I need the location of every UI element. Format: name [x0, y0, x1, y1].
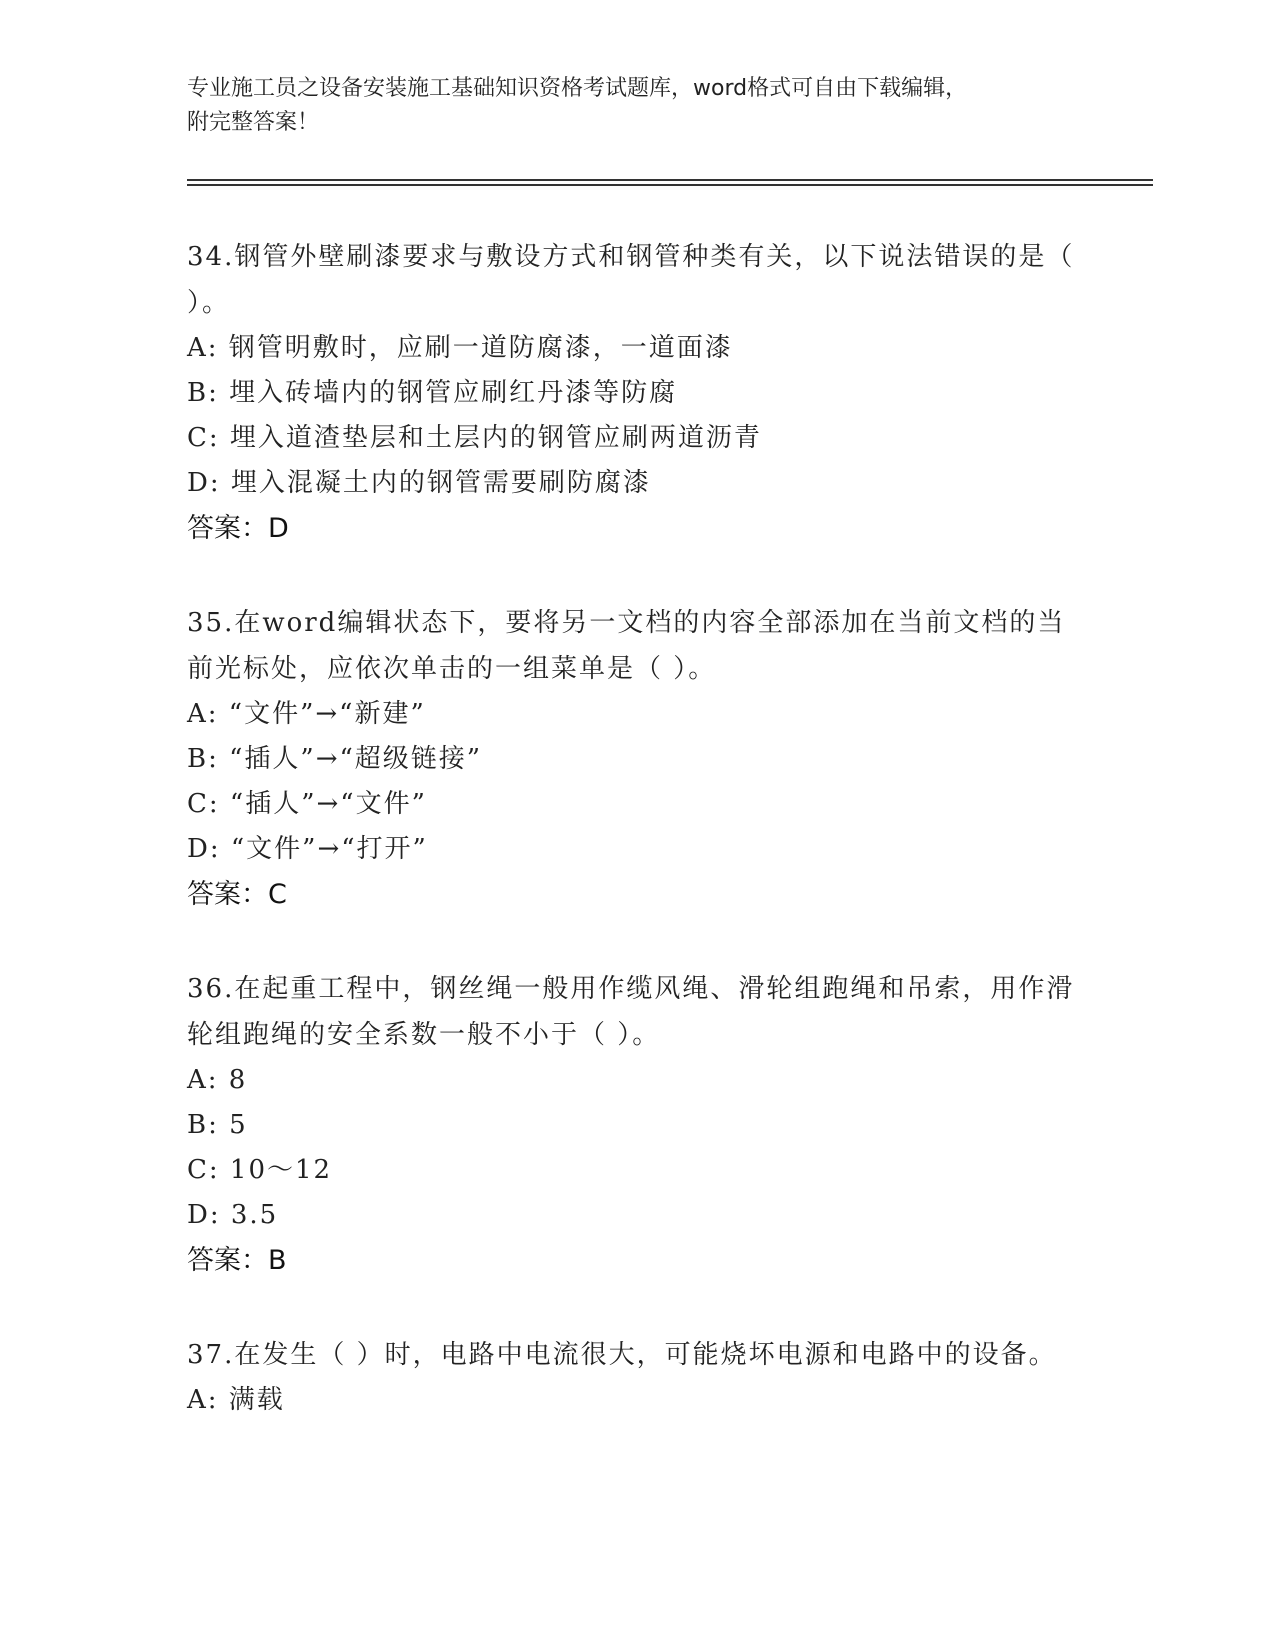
answer-text: 答案：B [187, 1245, 287, 1276]
option-b: B: “插人”→“超级链接” [187, 744, 483, 774]
question-35 [187, 600, 1087, 918]
header-divider-top [187, 179, 1153, 181]
header-line-1: 专业施工员之设备安装施工基础知识资格考试题库，word格式可自由下载编辑， [187, 76, 968, 101]
document-header [187, 72, 1067, 140]
header-line-2: 附完整答案！ [187, 110, 320, 135]
option-b: B: 5 [187, 1110, 248, 1140]
question-stem: 35.在word编辑状态下，要将另一文档的内容全部添加在当前文档的当前光标处，应依次单击的一组菜单是（ ）。 [187, 608, 1066, 684]
option-b: B: 埋入砖墙内的钢管应刷红丹漆等防腐 [187, 378, 678, 408]
question-stem: 34.钢管外壁刷漆要求与敷设方式和钢管种类有关，以下说法错误的是（ ）。 [187, 242, 1075, 318]
question-list [187, 234, 1087, 1471]
question-stem: 37.在发生（ ）时，电路中电流很大，可能烧坏电源和电路中的设备。 [187, 1340, 1057, 1370]
option-d: D: 3.5 [187, 1200, 279, 1230]
option-a: A: 8 [187, 1065, 248, 1095]
answer-text: 答案：D [187, 513, 289, 544]
answer-text: 答案：C [187, 879, 287, 910]
option-a: A: 钢管明敷时，应刷一道防腐漆，一道面漆 [187, 333, 733, 363]
question-34 [187, 234, 1087, 552]
option-c: C: 10～12 [187, 1155, 333, 1185]
option-a: A: “文件”→“新建” [187, 699, 426, 729]
option-d: D: 埋入混凝土内的钢管需要刷防腐漆 [187, 468, 651, 498]
option-d: D: “文件”→“打开” [187, 834, 428, 864]
header-divider-bottom [187, 184, 1153, 186]
option-a: A: 满载 [187, 1385, 285, 1415]
option-c: C: “插人”→“文件” [187, 789, 427, 819]
question-37 [187, 1332, 1087, 1423]
option-c: C: 埋入道渣垫层和土层内的钢管应刷两道沥青 [187, 423, 762, 453]
question-stem: 36.在起重工程中，钢丝绳一般用作缆风绳、滑轮组跑绳和吊索，用作滑轮组跑绳的安全系数一般不小于（ ）。 [187, 974, 1075, 1050]
question-36 [187, 966, 1087, 1284]
